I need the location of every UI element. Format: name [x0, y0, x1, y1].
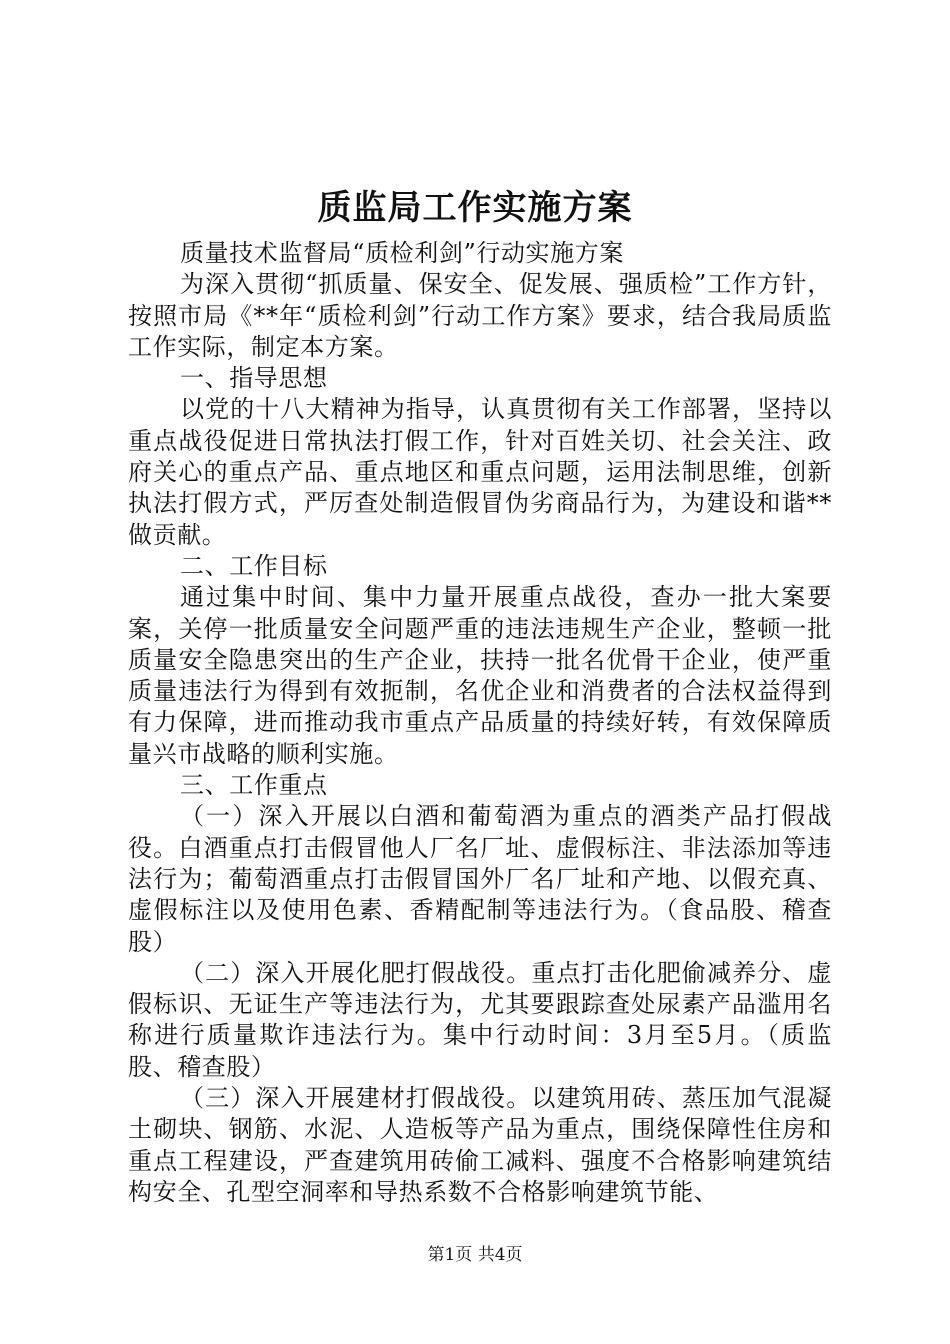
section-body-work-goals: 通过集中时间、集中力量开展重点战役，查办一批大案要案，关停一批质量安全问题严重的违法违规生产企业，整顿一批质量安全隐患突出的生产企业，扶持一批名优骨干企业，使严重质量违法行为得到有效扼制，名优企业和消费者的合法权益得到有力保障，进而推动我市重点产品质量的持续好转，有效保障质量兴市战略的顺利实施。 — [128, 583, 832, 768]
intro-paragraph: 为深入贯彻“抓质量、保安全、促发展、强质检”工作方针，按照市局《**年“质检利剑”行动工作方案》要求，结合我局质监工作实际，制定本方案。 — [128, 270, 832, 361]
document-title: 质监局工作实施方案 — [317, 188, 633, 228]
section-heading-work-goals: 二、工作目标 — [180, 551, 328, 580]
document-subtitle: 质量技术监督局“质检利剑”行动实施方案 — [180, 239, 624, 267]
section-body-guiding-ideology: 以党的十八大精神为指导，认真贯彻有关工作部署，坚持以重点战役促进日常执法打假工作，针对百姓关切、社会关注、政府关心的重点产品、重点地区和重点问题，运用法制思维，创新执法打假方式，严厉查处制造假冒伪劣商品行为，为建设和谐**做贡献。 — [128, 395, 832, 549]
document-body — [128, 238, 832, 1208]
work-focus-item-building-materials: （三）深入开展建材打假战役。以建筑用砖、蒸压加气混凝土砌块、钢筋、水泥、人造板等产品为重点，围绕保障性住房和重点工程建设，严查建筑用砖偷工减料、强度不合格影响建筑结构安全、孔型空洞率和导热系数不合格影响建筑节能、 — [128, 1084, 832, 1206]
section-heading-work-focus: 三、工作重点 — [180, 771, 328, 800]
section-heading-guiding-ideology: 一、指导思想 — [180, 364, 328, 393]
work-focus-item-liquor: （一）深入开展以白酒和葡萄酒为重点的酒类产品打假战役。白酒重点打击假冒他人厂名厂址、虚假标注、非法添加等违法行为；葡萄酒重点打击假冒国外厂名厂址和产地、以假充真、虚假标注以及使用色素、香精配制等违法行为。（食品股、稽查股） — [128, 802, 832, 956]
work-focus-item-fertilizer: （二）深入开展化肥打假战役。重点打击化肥偷减养分、虚假标识、无证生产等违法行为，尤其要跟踪查处尿素产品滥用名称进行质量欺诈违法行为。集中行动时间：3月至5月。（质监股、稽查股） — [128, 958, 832, 1081]
page-number-footer: 第1页 共4页 — [427, 1245, 523, 1265]
